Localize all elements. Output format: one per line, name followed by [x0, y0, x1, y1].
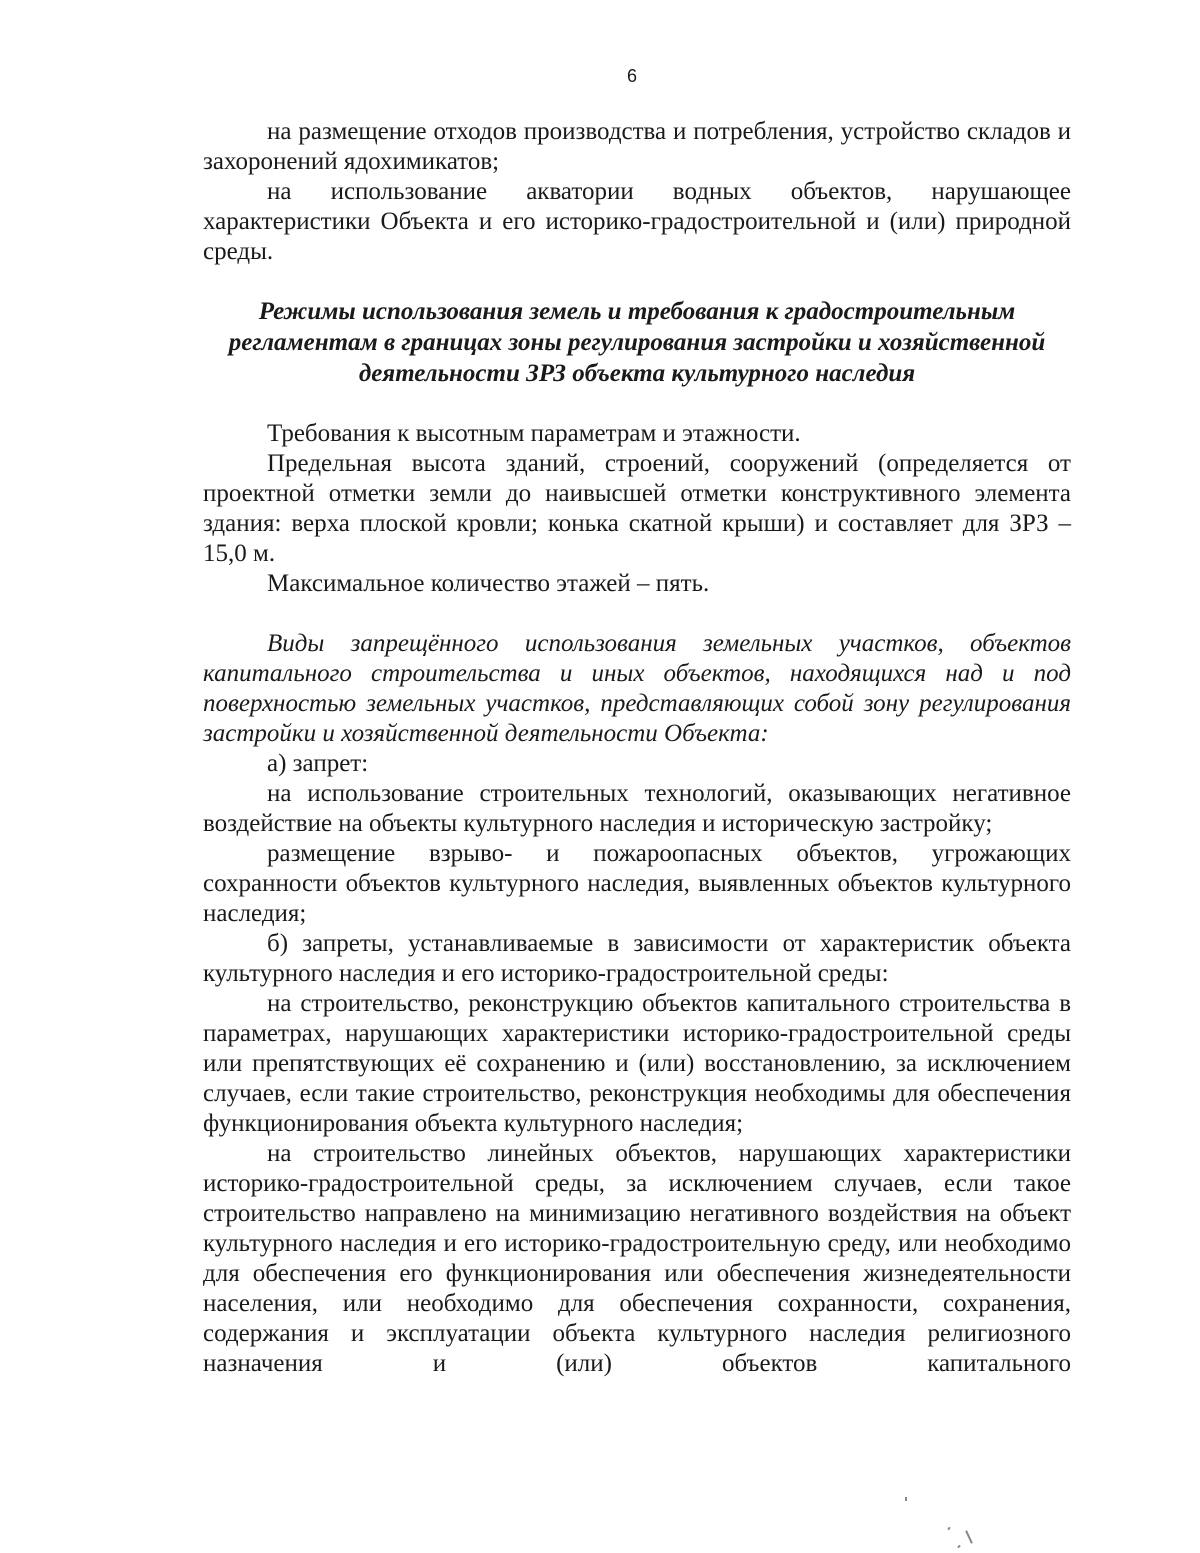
paragraph: Требования к высотным параметрам и этажности. [267, 420, 801, 447]
scan-artifact [957, 1545, 961, 1549]
scan-artifact [905, 1497, 907, 1501]
scan-artifact [947, 1527, 950, 1531]
paragraph: на использование акватории водных объектов, нарушающее характеристики Объекта и его историко-градостроительной и (или) природной среды. [203, 178, 1071, 265]
scan-artifact [965, 1530, 973, 1544]
height-requirements-section [203, 419, 1071, 599]
paragraph: на строительство, реконструкцию объектов капитального строительства в параметрах, нарушающих характеристики историко-градостроительной среды или препятствующих её сохранению и (или) восстановлению, за исключением случаев, если такие строительство, реконструкция необходимы для обеспечения функционирования объекта культурного наследия; [203, 990, 1071, 1137]
prohibited-uses-title: Виды запрещённого использования земельных участков, объектов капитального строительства и иных объектов, находящихся над и под поверхностью земельных участков, представляющих собой зону регулирования застройки и хозяйственной деятельности Объекта: [203, 630, 1071, 747]
prohibited-uses-section [203, 629, 1071, 1379]
paragraph: на использование строительных технологий, оказывающих негативное воздействие на объекты культурного наследия и историческую застройку; [203, 780, 1071, 837]
intro-section [203, 117, 1071, 267]
paragraph: Максимальное количество этажей – пять. [267, 570, 710, 597]
paragraph: Предельная высота зданий, строений, сооружений (определяется от проектной отметки земли до наивысшей отметки конструктивного элемента здания: верха плоской кровли; конька скатной крыши) и составляет для ЗРЗ – 15,0 м. [203, 450, 1071, 567]
paragraph: на размещение отходов производства и потребления, устройство складов и захоронений ядохимикатов; [203, 118, 1071, 175]
page-number: 6 [626, 66, 637, 86]
section-heading: Режимы использования земель и требования к градостроительным регламентам в границах зоны регулирования застройки и хозяйственной деятельности ЗРЗ объекта культурного наследия [228, 298, 1046, 387]
paragraph: размещение взрыво- и пожароопасных объектов, угрожающих сохранности объектов культурного наследия, выявленных объектов культурного наследия; [203, 840, 1071, 927]
paragraph: на строительство линейных объектов, нарушающих характеристики историко-градостроительной среды, за исключением случаев, если такое строительство направлено на минимизацию негативного воздействия на объект культурного наследия и его историко-градостроительную среду, или необходимо для обеспечения его функционирования или обеспечения жизнедеятельности населения, или необходимо для обеспечения сохранности, сохранения, содержания и эксплуатации объекта культурного наследия религиозного назначения и (или) объектов капитального [203, 1140, 1071, 1377]
paragraph: б) запреты, устанавливаемые в зависимости от характеристик объекта культурного наследия и его историко-градостроительной среды: [203, 930, 1071, 987]
paragraph: а) запрет: [267, 750, 369, 777]
